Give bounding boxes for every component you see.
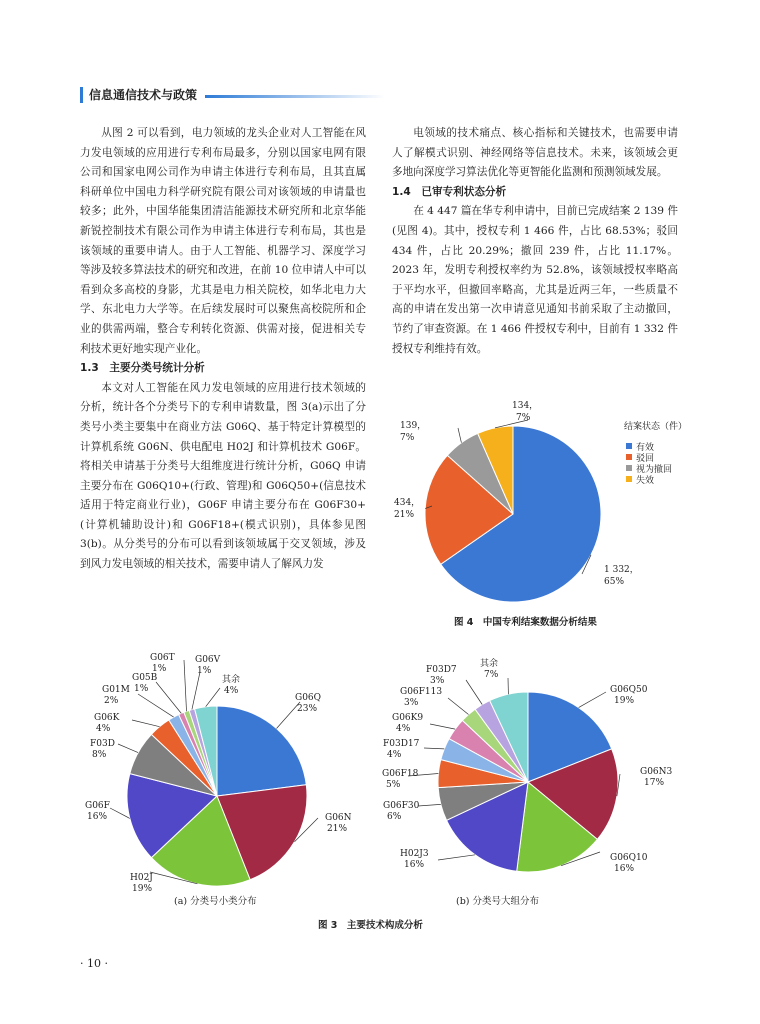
fig4-percent-label-2: 7%: [400, 433, 415, 443]
fig3a-percent-label-4: 8%: [92, 750, 107, 760]
figure-4-pie-chart: [392, 396, 692, 606]
fig3b-category-label-2: G06Q10: [610, 853, 648, 863]
right-column: [392, 124, 678, 359]
fig3b-percent-label-1: 17%: [644, 778, 665, 788]
fig3b-leader-8: [448, 698, 469, 715]
left-paragraph-2: 本文对人工智能在风力发电领域的应用进行技术领域的分析，统计各个分类号下的专利申请数量，图 3(a)示出了分类号小类主要集中在商业方法 G06Q、基于特定计算模型的计算机系统 G06N、供电配电 H02J 和计算机技术 G06F。将相关申请基于分类号大组维度进行统计分析，G06Q 申请主要分布在 G06Q10+(行政、管理)和 G06Q50+(信息技术适用于特定商业行业)，G06F 申请主要分布在 G06F30+(计算机辅助设计)和 G06F18+(模式识别)，具体参见图 3(b)。从分类号的分布可以看到该领域属于交叉领域，涉及到风力发电领域的相关技术，需要申请人了解风力发: [80, 381, 366, 571]
fig3a-percent-label-0: 23%: [297, 704, 318, 714]
fig3b-leader-0: [579, 692, 606, 708]
fig3a-percent-label-8: 1%: [152, 664, 167, 674]
fig3a-category-label-5: G06K: [94, 713, 120, 723]
fig3b-percent-label-10: 7%: [484, 670, 499, 680]
fig3a-category-label-0: G06Q: [295, 693, 322, 703]
figure-3b-pie-chart: [378, 648, 688, 893]
header-rule: [205, 95, 385, 98]
fig3b-percent-label-6: 4%: [387, 750, 402, 760]
fig3b-category-label-8: G06F113: [400, 687, 443, 697]
fig3a-leader-10: [206, 688, 220, 707]
figure-3-caption: 图 3 主要技术构成分析: [318, 920, 423, 931]
fig3a-slice-0: [217, 706, 306, 796]
left-column: [80, 124, 366, 575]
fig4-legend-swatch-1: [626, 454, 632, 460]
fig3a-leader-9: [192, 672, 200, 710]
figure-3b-subcaption: (b) 分类号大组分布: [456, 896, 540, 907]
fig3a-percent-label-2: 19%: [132, 884, 153, 893]
fig3a-category-label-8: G06T: [150, 653, 175, 663]
fig3b-category-label-7: G06K9: [392, 713, 424, 723]
fig4-value-label-2: 139，: [400, 421, 427, 431]
fig3b-category-label-6: F03D17: [383, 739, 420, 749]
fig3b-category-label-0: G06Q50: [610, 685, 648, 695]
fig3b-leader-7: [430, 724, 455, 729]
header-accent-bar: [80, 87, 83, 103]
fig3a-leader-8: [184, 660, 187, 711]
fig3b-category-label-4: G06F30: [383, 801, 420, 811]
fig4-legend-swatch-3: [626, 476, 632, 482]
fig3a-category-label-4: F03D: [90, 739, 115, 749]
fig3a-percent-label-3: 16%: [87, 812, 108, 822]
fig3a-leader-5: [132, 720, 160, 727]
fig3a-percent-label-9: 1%: [197, 666, 212, 676]
fig3b-category-label-3: H02J3: [400, 849, 429, 859]
fig3b-category-label-9: F03D7: [426, 665, 457, 675]
fig3b-percent-label-0: 19%: [614, 696, 635, 706]
fig4-legend-swatch-0: [626, 443, 632, 449]
fig4-legend-swatch-2: [626, 465, 632, 471]
fig3a-leader-7: [156, 682, 181, 713]
fig3b-leader-6: [424, 748, 444, 749]
fig3a-category-label-10: 其余: [222, 675, 241, 685]
fig3b-percent-label-4: 6%: [387, 812, 402, 822]
right-paragraph-2: 在 4 447 篇在华专利申请中，目前已完成结案 2 139 件(见图 4)。其中，授权专利 1 466 件，占比 68.53%；驳回 434 件，占比 20.29%；撤回 239 件，占比 11.17%。2023 年，发明专利授权率约为 52.8%，该领域授权率略高于平均水平，但撤回率略高，尤其是近两三年，一些质量不高的申请在发出第一次申请意见通知书前采取了主动撤回，节约了审查资源。在 1 466 件授权专利中，目前有 1 332 件授权专利维持有效。: [392, 205, 678, 355]
fig4-leader-2: [458, 428, 461, 443]
fig4-legend-label-3: 失效: [636, 476, 655, 486]
fig3a-percent-label-7: 1%: [134, 684, 149, 694]
fig3b-percent-label-7: 4%: [396, 724, 411, 734]
figure-3a-pie-chart: [80, 648, 380, 893]
fig3a-percent-label-1: 21%: [327, 824, 348, 834]
fig4-legend-title: 结案状态（件）: [624, 422, 688, 432]
fig4-percent-label-1: 21%: [394, 510, 415, 520]
fig4-value-label-3: 134，: [512, 401, 539, 411]
left-paragraph-1: 从图 2 可以看到，电力领域的龙头企业对人工智能在风力发电领域的应用进行专利布局最多，分别以国家电网有限公司和国家电网公司作为申请主体进行专利布局，且其直属科研单位中国电力科学研究院有限公司对该领域的申请量也较多；此外，中国华能集团清洁能源技术研究所和北京华能新锐控制技术有限公司作为申请主体进行专利布局，其也是该领域的重要申请人。由于人工智能、机器学习、深度学习等涉及较多算法技术的研究和改进，在前 10 位申请人中可以看到众多高校的身影，尤其是电力相关院校，如华北电力大学、东北电力大学等。在后续发展时可以聚焦高校院所和企业的供需两端，整合专利转化资源、供需对接，促进相关专利技术更好地实现产业化。: [80, 127, 366, 355]
fig3b-percent-label-5: 5%: [386, 780, 401, 790]
fig3a-category-label-7: G05B: [132, 673, 158, 683]
fig3b-percent-label-3: 16%: [404, 860, 425, 870]
figure-3a-subcaption: (a) 分类号小类分布: [174, 896, 257, 907]
fig3b-percent-label-8: 3%: [404, 698, 419, 708]
fig3a-leader-4: [118, 744, 138, 753]
fig4-legend-label-2: 视为撤回: [636, 465, 673, 475]
fig4-value-label-1: 434，: [394, 498, 421, 508]
fig3b-percent-label-2: 16%: [614, 864, 635, 874]
fig4-percent-label-3: 7%: [516, 413, 531, 423]
fig3b-category-label-1: G06N3: [640, 767, 673, 777]
journal-title: 信息通信技术与政策: [89, 88, 198, 102]
fig3a-percent-label-6: 2%: [104, 696, 119, 706]
fig3a-category-label-1: G06N: [325, 813, 352, 823]
fig3a-category-label-2: H02J: [130, 873, 153, 883]
fig3b-category-label-10: 其余: [480, 659, 499, 669]
fig3b-leader-4: [418, 804, 441, 806]
fig3a-leader-3: [110, 808, 130, 818]
fig4-percent-label-0: 65%: [604, 577, 625, 587]
fig3b-leader-9: [466, 680, 482, 705]
fig3a-category-label-3: G06F: [85, 801, 110, 811]
figure-4-caption: 图 4 中国专利结案数据分析结果: [454, 617, 597, 628]
fig3b-category-label-5: G06F18: [382, 769, 419, 779]
fig4-legend-label-0: 有效: [636, 443, 655, 453]
right-paragraph-1: 电领域的技术痛点、核心指标和关键技术，也需要申请人了解模式识别、神经网络等信息技术。未来，该领域会更多地向深度学习算法优化等更智能化监测和预测领域发展。: [392, 127, 678, 179]
section-1-3-title: 1.3 主要分类号统计分析: [80, 362, 205, 375]
fig3b-leader-3: [438, 855, 475, 860]
fig3a-category-label-6: G01M: [102, 685, 130, 695]
fig3a-percent-label-5: 4%: [96, 724, 111, 734]
journal-header: [80, 86, 197, 103]
section-1-4-title: 1.4 已审专利状态分析: [392, 185, 507, 198]
fig3b-percent-label-9: 3%: [430, 676, 445, 686]
fig4-legend-label-1: 驳回: [636, 454, 655, 464]
page-number: · 10 ·: [80, 957, 108, 970]
fig3a-percent-label-10: 4%: [224, 686, 239, 696]
fig4-value-label-0: 1 332，: [604, 565, 639, 575]
fig3a-category-label-9: G06V: [195, 655, 221, 665]
